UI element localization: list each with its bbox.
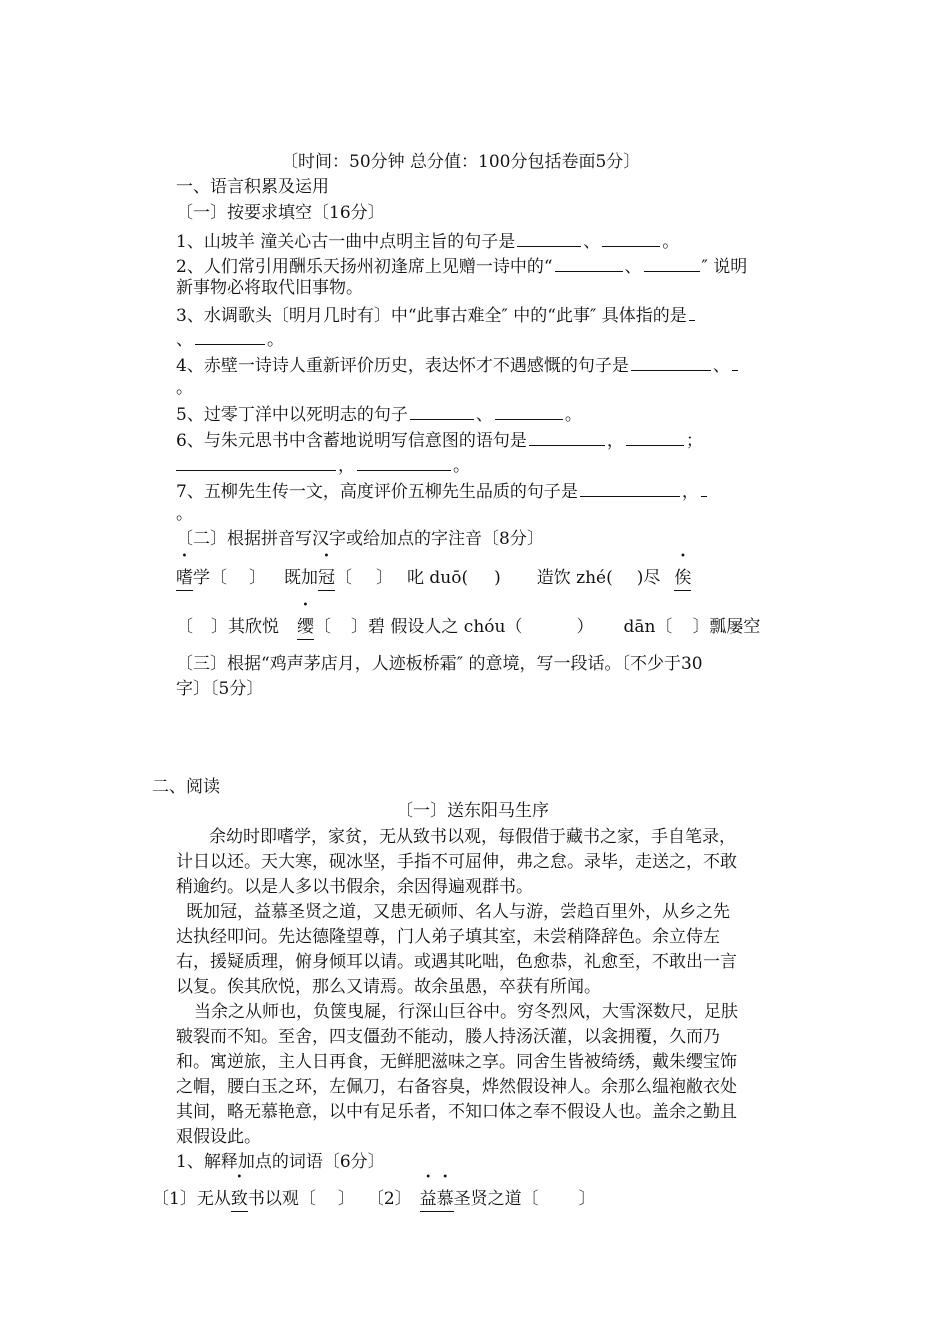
answer-blank[interactable] <box>176 452 336 471</box>
pinyin-item-text: dān〔 <box>623 617 673 637</box>
item-text: 〕 <box>337 1189 355 1209</box>
question-1: 1、山坡羊 潼关心古一曲中点明主旨的句子是 、 。 <box>176 228 679 254</box>
pinyin-row-2 <box>176 615 760 640</box>
pinyin-row-1 <box>176 566 691 591</box>
reading-question-1-items <box>152 1187 596 1212</box>
passage-line: 和。寓逆旅，主人日再食，无鲜肥滋味之享。同舍生皆被绮绣，戴朱缨宝饰 <box>176 1052 737 1072</box>
question-5-text: 5、过零丁洋中以死明志的句子 <box>176 405 408 425</box>
section-title-reading: 二、阅读 <box>152 777 220 797</box>
answer-blank[interactable] <box>357 452 451 471</box>
answer-blank[interactable] <box>195 326 265 345</box>
pinyin-item-text: 〔 <box>314 617 331 637</box>
answer-blank[interactable] <box>529 427 605 446</box>
answer-blank[interactable] <box>631 352 711 371</box>
pinyin-item-text: ) <box>494 568 501 588</box>
item-text: 〔2〕 <box>366 1189 412 1209</box>
passage-line: 以复。俟其欣悦，那么又请焉。故余虽愚，卒获有所闻。 <box>176 977 601 997</box>
question-2-tail: ″ 说明 <box>701 257 748 277</box>
answer-blank[interactable] <box>555 253 623 272</box>
answer-blank[interactable] <box>580 478 680 497</box>
answer-blank[interactable] <box>626 427 684 446</box>
passage-line: 既加冠，益慕圣贤之道，又患无硕师、名人与游，尝趋百里外，从乡之先 <box>186 902 730 922</box>
sub-title-writing-cont: 字〕〔5分〕 <box>176 679 264 699</box>
passage-line: 之帽，腰白玉之环，左佩刀，右备容臭，烨然假设神人。余那么缊袍敝衣处 <box>176 1077 737 1097</box>
question-3-text: 3、水调歌头〔明月几时有〕中“此事古难全″ 中的“此事″ 具体指的是 <box>176 306 687 326</box>
answer-blank[interactable] <box>410 401 474 420</box>
item-text: 圣贤之道〔 <box>453 1189 539 1209</box>
pinyin-item-text: 学〔 <box>193 568 227 588</box>
question-7-text: 7、五柳先生传一文，高度评价五柳先生品质的句子是 <box>176 482 578 502</box>
dotted-char: 致 <box>231 1187 248 1212</box>
question-2-cont: 新事物必将取代旧事物。 <box>176 278 363 298</box>
item-text: 〕 <box>578 1189 596 1209</box>
pinyin-item-text: 〕瓢屡空 <box>692 617 761 637</box>
pinyin-item-text: 造饮 zhé( <box>536 568 613 588</box>
question-5: 5、过零丁洋中以死明志的句子 、 。 <box>176 401 582 427</box>
answer-blank[interactable] <box>517 228 581 247</box>
pinyin-item-text: 〕 <box>249 568 266 588</box>
pinyin-item-text: ） <box>576 617 594 637</box>
pinyin-item-text: 〕 <box>376 568 393 588</box>
sub-title-writing: 〔三〕根据“鸡声茅店月，人迹板桥霜″ 的意境，写一段话。〔不少于30 <box>176 654 703 674</box>
question-6: 6、与朱元思书中含蓄地说明写信意图的语句是 ， ； <box>176 427 703 453</box>
reading-question-1: 1、解释加点的词语〔6分〕 <box>176 1152 385 1172</box>
question-7-cont: 。 <box>176 504 193 524</box>
question-3 <box>176 302 697 328</box>
dotted-char: 缨 <box>297 615 314 640</box>
dotted-char: 益 <box>420 1187 437 1212</box>
question-6-text: 6、与朱元思书中含蓄地说明写信意图的语句是 <box>176 431 527 451</box>
passage-line: 其间，略无慕艳意，以中有足乐者，不知口体之奉不假设人也。盖余之勤且 <box>176 1102 737 1122</box>
exam-info: 〔时间：50分钟 总分值：100分包括卷面5分〕 <box>281 152 641 172</box>
question-3-cont: 、 。 <box>176 326 284 352</box>
section-title-language: 一、语言积累及运用 <box>176 177 329 197</box>
dotted-char: 俟 <box>674 566 691 591</box>
pinyin-item-text: )尽 <box>636 568 661 588</box>
pinyin-item-text: 叱 duō( <box>407 568 469 588</box>
passage-line: 右，援疑质理，俯身倾耳以请。或遇其叱咄，色愈恭，礼愈至，不敢出一言 <box>176 952 737 972</box>
pinyin-item-text: 〔 <box>176 617 193 637</box>
pinyin-item-text: 既加 <box>284 568 318 588</box>
passage-title: 〔一〕送东阳马生序 <box>396 801 549 821</box>
pinyin-item-text: 〕其欣悦 <box>211 617 279 637</box>
question-4-cont: 。 <box>176 378 193 398</box>
sub-title-fill-blank: 〔一〕按要求填空〔16分〕 <box>176 203 385 223</box>
question-6-cont: ， 。 <box>176 452 470 478</box>
pinyin-item-text: 〕碧 假设人之 chóu（ <box>351 617 523 637</box>
answer-blank[interactable] <box>701 478 707 497</box>
question-2: 2、人们常引用酬乐天扬州初逢席上见赠一诗中的“ 、 ″ 说明 <box>176 253 747 279</box>
item-text: 书以观〔 <box>247 1189 316 1209</box>
passage-line: 当余之从师也，负箧曳屣，行深山巨谷中。穷冬烈风，大雪深数尺，足肤 <box>194 1002 738 1022</box>
dotted-char: 慕 <box>437 1187 454 1212</box>
question-7: 7、五柳先生传一文，高度评价五柳先生品质的句子是 ， <box>176 478 709 504</box>
question-4-text: 4、赤壁一诗诗人重新评价历史，表达怀才不遇感慨的句子是 <box>176 356 629 376</box>
passage-line: 艰假设此。 <box>176 1127 261 1147</box>
passage-line: 稍逾约。以是人多以书假余，余因得遍观群书。 <box>176 877 533 897</box>
passage-line: 皲裂而不知。至舍，四支僵劲不能动，媵人持汤沃灌，以衾拥覆，久而乃 <box>176 1027 720 1047</box>
dotted-char: 冠 <box>318 566 335 591</box>
answer-blank[interactable] <box>495 401 563 420</box>
question-1-text: 1、山坡羊 潼关心古一曲中点明主旨的句子是 <box>176 232 516 252</box>
item-text: 〔1〕无从 <box>152 1189 231 1209</box>
passage-line: 达执经叩问。先达德隆望尊，门人弟子填其室，未尝稍降辞色。余立侍左 <box>176 927 720 947</box>
passage-line: 余幼时即嗜学，家贫，无从致书以观，每假借于藏书之家，手自笔录， <box>209 827 736 847</box>
dotted-char: 嗜 <box>176 566 193 591</box>
answer-blank[interactable] <box>689 302 695 321</box>
answer-blank[interactable] <box>602 228 660 247</box>
pinyin-item-text: 〔 <box>335 568 352 588</box>
question-2-text: 2、人们常引用酬乐天扬州初逢席上见赠一诗中的“ <box>176 257 553 277</box>
answer-blank[interactable] <box>732 352 738 371</box>
question-4: 4、赤壁一诗诗人重新评价历史，表达怀才不遇感慨的句子是 、 <box>176 352 740 378</box>
passage-line: 计日以还。天大寒，砚冰坚，手指不可屈伸，弗之怠。录毕，走送之，不敢 <box>176 852 737 872</box>
answer-blank[interactable] <box>644 253 700 272</box>
sub-title-pinyin: 〔二〕根据拼音写汉字或给加点的字注音〔8分〕 <box>176 529 544 549</box>
